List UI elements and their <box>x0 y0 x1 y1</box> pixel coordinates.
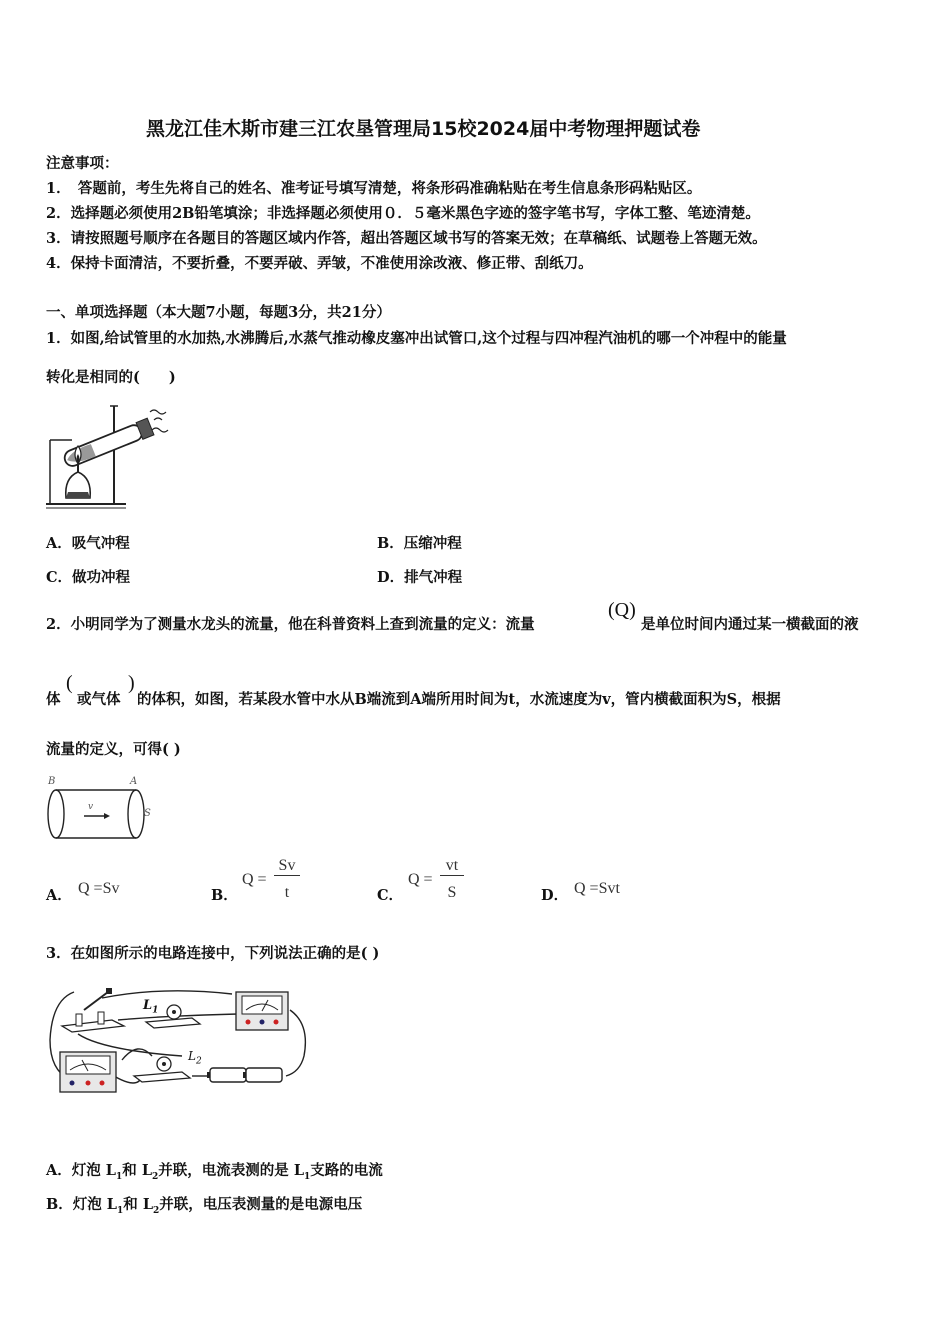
q2-option-b-lhs[interactable]: Q = <box>242 871 267 888</box>
q3-figure-label-l2: $L_2$ <box>188 1049 202 1067</box>
notice-heading: 注意事项： <box>46 155 119 172</box>
q1-option-d[interactable]: D．排气冲程 <box>377 569 463 586</box>
q2-open-paren: ( <box>66 672 73 694</box>
page-title: 黑龙江佳木斯市建三江农垦管理局15校2024届中考物理押题试卷 <box>146 118 701 140</box>
q2-stem-line2a: 体 <box>46 691 61 708</box>
q2-figure-label-s: S <box>144 808 151 819</box>
q2-figure-label-v: v <box>88 802 94 812</box>
q2-stem-line1b: 是单位时间内通过某一横截面的液 <box>641 616 859 633</box>
notice-item-4: 4．保持卡面清洁，不要折叠，不要弄破、弄皱，不准使用涂改液、修正带、刮纸刀。 <box>46 255 593 272</box>
notice-item-1: 1． 答题前，考生先将自己的姓名、准考证号填写清楚，将条形码准确粘贴在考生信息条形码粘贴区。 <box>46 180 702 197</box>
q2-close-paren: ) <box>128 672 135 694</box>
q2-flow-symbol: (Q) <box>608 599 636 621</box>
q2-figure-label-a: A <box>130 776 138 787</box>
q1-stem-line2: 转化是相同的( ) <box>46 369 176 386</box>
q2-option-b-numerator: Sv <box>274 857 300 876</box>
q2-stem-line2b: 或气体 <box>77 691 121 708</box>
q2-stem-line1a: 2．小明同学为了测量水龙头的流量，他在科普资料上查到流量的定义：流量 <box>46 616 535 633</box>
q2-option-d-label[interactable]: D． <box>541 887 569 904</box>
q2-option-c-lhs[interactable]: Q = <box>408 871 433 888</box>
q2-option-c-numerator: vt <box>440 857 464 876</box>
q2-option-b-denominator: t <box>284 884 290 901</box>
section-heading: 一、单项选择题（本大题7小题，每题3分，共21分） <box>46 304 391 321</box>
notice-item-3: 3．请按照题号顺序在各题目的答题区域内作答，超出答题区域书写的答案无效；在草稿纸、试题卷上答题无效。 <box>46 230 767 247</box>
q1-option-b[interactable]: B．压缩冲程 <box>377 535 462 552</box>
q1-stem-line1: 1．如图,给试管里的水加热,水沸腾后,水蒸气推动橡皮塞冲出试管口,这个过程与四冲程汽油机的哪一个冲程中的能量 <box>46 330 787 347</box>
q3-option-b[interactable]: B．灯泡 $L_1$和 $L_2$并联，电压表测量的是电源电压 <box>46 1196 363 1216</box>
q3-figure-circuit <box>42 980 312 1100</box>
q2-stem-line3: 流量的定义，可得( ) <box>46 741 181 758</box>
q1-option-a[interactable]: A．吸气冲程 <box>46 535 130 552</box>
q2-stem-line2c: 的体积，如图，若某段水管中水从B端流到A端所用时间为t，水流速度为v，管内横截面积为S，根据 <box>137 691 781 708</box>
q3-option-a[interactable]: A．灯泡 $L_1$和 $L_2$并联，电流表测的是 $L_1$支路的电流 <box>46 1162 383 1182</box>
q3-stem: 3．在如图所示的电路连接中，下列说法正确的是( ) <box>46 945 380 962</box>
q2-option-d-expr[interactable]: Q =Svt <box>574 880 620 897</box>
q2-option-c-denominator: S <box>447 884 457 901</box>
q2-option-a-expr[interactable]: Q =Sv <box>78 880 120 897</box>
q1-option-c[interactable]: C．做功冲程 <box>46 569 131 586</box>
q2-option-a-label[interactable]: A． <box>46 887 72 904</box>
q2-option-b-label[interactable]: B． <box>211 887 238 904</box>
q2-option-c-label[interactable]: C． <box>377 887 404 904</box>
q3-figure-label-l1: $L_1$ <box>143 998 159 1016</box>
q2-figure-label-b: B <box>48 776 56 787</box>
q1-figure-test-tube-heating <box>42 400 172 510</box>
notice-item-2: 2．选择题必须使用2B铅笔填涂；非选择题必须使用０．５毫米黑色字迹的签字笔书写，字体工整、笔迹清楚。 <box>46 205 760 222</box>
